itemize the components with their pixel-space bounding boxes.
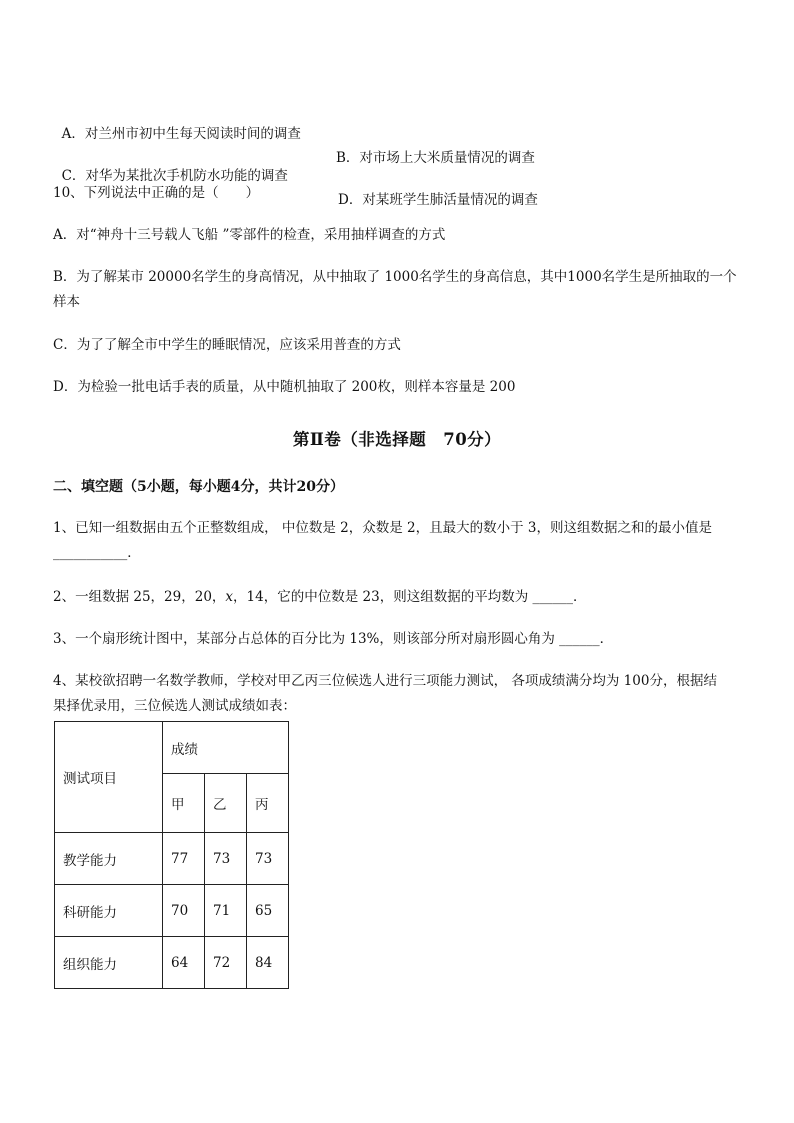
- q10-option-d: D．为检验一批电话手表的质量，从中随机抽取了 200枚，则样本容量是 200: [53, 379, 516, 395]
- table-row: [55, 885, 289, 937]
- score-cell: 70: [163, 885, 205, 937]
- q2-text-after: ，14，它的中位数是 23，则这组数据的平均数为 ______．: [233, 589, 587, 605]
- fill-question-2: [53, 585, 743, 609]
- row-item: 科研能力: [55, 885, 163, 937]
- score-cell: 72: [205, 937, 247, 989]
- q9-option-c: C．对华为某批次手机防水功能的调查: [61, 168, 288, 184]
- score-cell: 84: [247, 937, 289, 989]
- table-row: [55, 937, 289, 989]
- fill-question-4: 4、某校欲招聘一名数学教师，学校对甲乙丙三位候选人进行三项能力测试， 各项成绩满分均为 100分，根据结果择优录用，三位候选人测试成绩如表：: [53, 673, 717, 714]
- q10-option-a: A．对“神舟十三号载人飞船 ”零部件的检查，采用抽样调查的方式: [53, 227, 446, 243]
- q9-option-d: D．对某班学生肺活量情况的调查: [338, 192, 538, 208]
- q9-option-a: A．对兰州市初中生每天阅读时间的调查: [61, 126, 301, 142]
- score-table: [54, 721, 289, 989]
- part-title: 二、填空题（5小题，每小题4分，共计20分）: [53, 479, 344, 495]
- q2-text-before: 2、一组数据 25，29，20，: [53, 589, 226, 605]
- table-header-row: [55, 722, 289, 774]
- q10-option-c: C．为了了解全市中学生的睡眠情况，应该采用普查的方式: [53, 337, 401, 353]
- q9-option-b: B．对市场上大米质量情况的调查: [336, 150, 535, 166]
- row-item: 教学能力: [55, 833, 163, 885]
- fill-question-1: 1、已知一组数据由五个正整数组成， 中位数是 2，众数是 2，且最大的数小于 3，则这组数据之和的最小值是___________．: [53, 520, 713, 561]
- score-cell: 64: [163, 937, 205, 989]
- q2-variable: x: [225, 589, 234, 605]
- score-cell: 65: [247, 885, 289, 937]
- score-cell: 73: [205, 833, 247, 885]
- q10-option-b: B．为了解某市 20000名学生的身高情况，从中抽取了 1000名学生的身高信息，其中1000名学生是所抽取的一个样本: [53, 269, 737, 310]
- header-score-cell: 成绩: [163, 722, 289, 774]
- table-row: [55, 833, 289, 885]
- q10-stem: 10、下列说法中正确的是（ ）: [53, 185, 260, 201]
- candidate-jia: 甲: [163, 774, 205, 833]
- score-cell: 71: [205, 885, 247, 937]
- row-item: 组织能力: [55, 937, 163, 989]
- header-item-cell: 测试项目: [55, 722, 163, 833]
- candidate-yi: 乙: [205, 774, 247, 833]
- fill-question-3: 3、一个扇形统计图中，某部分占总体的百分比为 13%，则该部分所对扇形圆心角为 ______．: [53, 631, 614, 647]
- score-cell: 73: [247, 833, 289, 885]
- candidate-bing: 丙: [247, 774, 289, 833]
- section-title: 第Ⅱ卷（非选择题 70分）: [292, 430, 502, 449]
- score-cell: 77: [163, 833, 205, 885]
